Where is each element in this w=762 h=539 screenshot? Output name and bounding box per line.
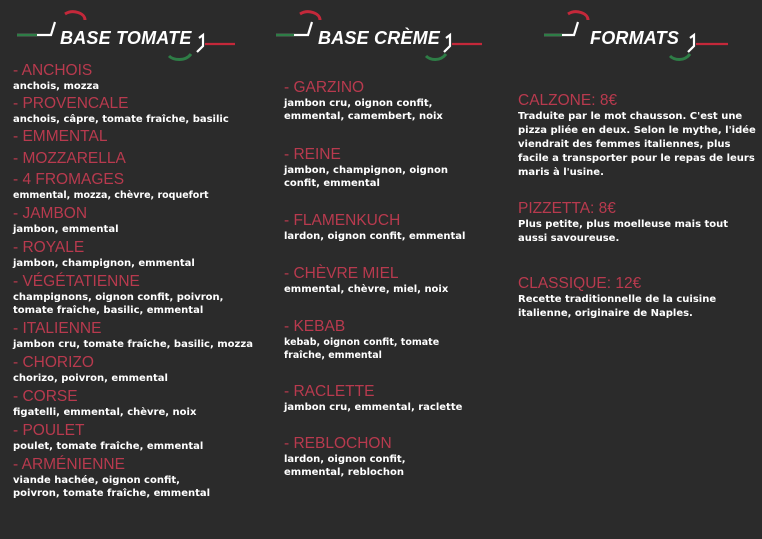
section-header xyxy=(13,10,238,62)
pizza-name: - MOZZARELLA xyxy=(13,150,126,167)
pizza-name: - POULET xyxy=(13,422,85,439)
pizza-name: - 4 FROMAGES xyxy=(13,171,125,188)
list-item xyxy=(284,265,514,318)
list-item xyxy=(13,128,268,146)
list-item xyxy=(13,150,268,168)
list-item xyxy=(284,212,514,265)
pizza-ingredients: jambon cru, emmental, raclette xyxy=(284,402,463,413)
list-item xyxy=(13,171,268,202)
pizza-name: - CORSE xyxy=(13,388,78,405)
pizza-ingredients: viande hachée, oignon confit, poivron, tomate fraîche, emmental xyxy=(13,475,211,499)
pizza-name: - ITALIENNE xyxy=(13,320,102,337)
pizza-ingredients: jambon, champignon, oignon confit, emmental xyxy=(284,165,448,189)
list-item xyxy=(13,205,268,236)
pizza-name: - CHÈVRE MIEL xyxy=(284,265,399,282)
section-title: BASE CRÈME xyxy=(318,28,441,48)
list-item xyxy=(284,79,514,146)
pizza-ingredients: lardon, oignon confit, emmental, reblochon xyxy=(284,454,406,478)
list-item xyxy=(284,146,514,212)
pizza-list xyxy=(13,62,268,501)
pizza-ingredients: anchois, câpre, tomate fraîche, basilic xyxy=(13,114,229,125)
pizza-ingredients: figatelli, emmental, chèvre, noix xyxy=(13,407,197,418)
format-name-price: CALZONE: 8€ xyxy=(518,92,618,109)
format-description: Recette traditionnelle de la cuisine italienne, originaire de Naples. xyxy=(518,294,717,319)
pizza-name: - GARZINO xyxy=(284,79,365,96)
pizza-name: - CHORIZO xyxy=(13,354,94,371)
pizza-name: - ANCHOIS xyxy=(13,62,93,79)
list-item xyxy=(13,95,268,126)
pizza-ingredients: emmental, chèvre, miel, noix xyxy=(284,284,449,295)
pizza-list xyxy=(284,79,514,479)
list-item xyxy=(13,273,268,317)
pizza-name: - RACLETTE xyxy=(284,383,375,400)
pizza-name: - PROVENCALE xyxy=(13,95,129,112)
format-description: Traduite par le mot chausson. C'est une pizza pliée en deux. Selon le mythe, l'idée viendrait des femmes italiennes, plus facile a transporter pour le repas de leurs maris à l'usine. xyxy=(518,111,756,178)
pizza-name: - ROYALE xyxy=(13,239,85,256)
pizza-ingredients: jambon, emmental xyxy=(13,224,119,235)
pizza-name: - REINE xyxy=(284,146,341,163)
pizza-ingredients: anchois, mozza xyxy=(13,81,100,92)
section-title: FORMATS xyxy=(590,28,680,48)
pizza-ingredients: jambon, champignon, emmental xyxy=(13,258,195,269)
list-item xyxy=(13,62,268,93)
section-title: BASE TOMATE xyxy=(60,28,192,48)
pizza-name: - ARMÉNIENNE xyxy=(13,456,125,473)
list-item xyxy=(284,383,514,435)
list-item xyxy=(284,318,514,383)
section-header xyxy=(542,10,732,62)
pizza-ingredients: jambon cru, oignon confit, emmental, camembert, noix xyxy=(284,98,443,122)
list-item xyxy=(518,200,758,275)
formats-list xyxy=(518,92,758,321)
pizza-name: - JAMBON xyxy=(13,205,88,222)
pizza-ingredients: lardon, oignon confit, emmental xyxy=(284,231,466,242)
pizza-ingredients: chorizo, poivron, emmental xyxy=(13,373,168,384)
pizza-name: - EMMENTAL xyxy=(13,128,108,145)
pizza-ingredients: kebab, oignon confit, tomate fraîche, emmental xyxy=(284,337,440,361)
pizza-ingredients: jambon cru, tomate fraîche, basilic, mozza xyxy=(13,339,253,350)
pizza-name: - REBLOCHON xyxy=(284,435,392,452)
list-item xyxy=(518,275,758,321)
pizza-name: - FLAMENKUCH xyxy=(284,212,401,229)
format-name-price: CLASSIQUE: 12€ xyxy=(518,275,642,292)
list-item xyxy=(13,320,268,351)
list-item xyxy=(518,92,758,200)
list-item xyxy=(13,239,268,270)
list-item xyxy=(13,388,268,419)
format-name-price: PIZZETTA: 8€ xyxy=(518,200,616,217)
pizza-ingredients: champignons, oignon confit, poivron, tomate fraîche, basilic, emmental xyxy=(13,292,224,316)
format-description: Plus petite, plus moelleuse mais tout aussi savoureuse. xyxy=(518,219,729,244)
list-item xyxy=(13,422,268,453)
section-header xyxy=(276,10,486,62)
pizza-ingredients: emmental, mozza, chèvre, roquefort xyxy=(13,190,209,201)
pizza-ingredients: poulet, tomate fraîche, emmental xyxy=(13,441,204,452)
list-item xyxy=(13,456,268,500)
pizza-name: - VÉGÉTATIENNE xyxy=(13,273,140,290)
list-item xyxy=(13,354,268,385)
list-item xyxy=(284,435,514,479)
pizza-name: - KEBAB xyxy=(284,318,346,335)
